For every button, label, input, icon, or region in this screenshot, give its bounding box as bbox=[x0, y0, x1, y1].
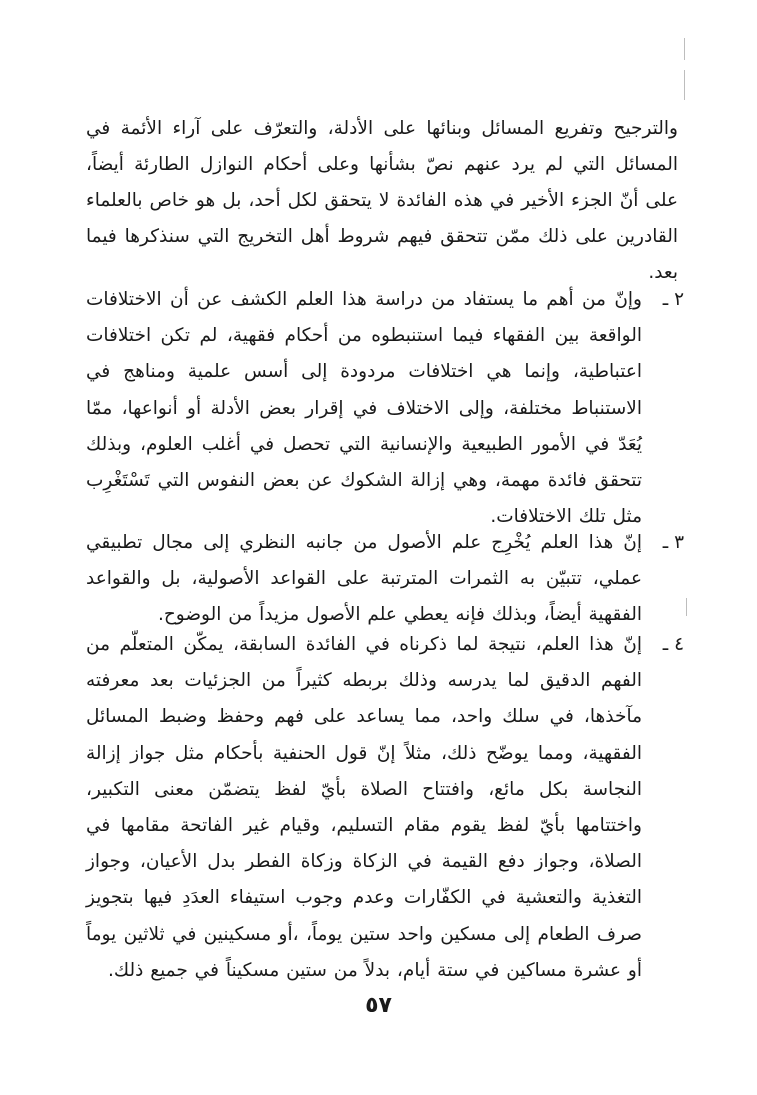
list-item-text: وإنّ من أهم ما يستفاد من دراسة هذا العلم الكشف عن أن الاختلافات الواقعة بين الفقهاء فيما استنبطوه من أحكام فقهية، لم تكن اختلافات اعتباطية، وإنما هي اختلافات مردودة إلى أسس علمية ومناهج في الاستنباط مختلفة، وإلى الاختلاف في إقرار بعض الأدلة أو أنواعها، ممّا يُعَدّ في الأمور الطبيعية والإنسانية التي تحصل في أغلب العلوم، وبذلك تتحقق فائدة مهمة، وهي إزالة الشكوك عن بعض النفوس التي تَسْتَغْرِب مثل تلك الاختلافات. bbox=[86, 289, 642, 528]
list-item-text: إنّ هذا العلم يُخْرِج علم الأصول من جانبه النظري إلى مجال تطبيقي عملي، تتبيّن به الثمرات المترتبة على القواعد الأصولية، بل والقواعد الفقهية أيضاً، وبذلك فإنه يعطي علم الأصول مزيداً من الوضوح. bbox=[86, 532, 642, 626]
intro-paragraph: والترجيح وتفريع المسائل وبنائها على الأدلة، والتعرّف على آراء الأئمة في المسائل التي لم يرد عنهم نصّ بشأنها وعلى أحكام النوازل الطارئة أيضاً، على أنّ الجزء الأخير في هذه الفائدة لا يتحقق لكل أحد، بل هو خاص بالعلماء القادرين على ذلك ممّن تتحقق فيهم شروط أهل التخريج التي سنذكرها فيما بعد. bbox=[86, 117, 678, 284]
list-item-number: ٣ ـ bbox=[662, 532, 684, 553]
list-item-number: ٤ ـ bbox=[662, 634, 684, 655]
scan-edge-mark bbox=[686, 598, 687, 616]
scan-edge-mark bbox=[684, 70, 685, 100]
list-item-number: ٢ ـ bbox=[662, 289, 684, 310]
list-item-4 bbox=[86, 627, 684, 989]
scan-edge-mark bbox=[684, 38, 685, 60]
list-item-2 bbox=[86, 282, 684, 535]
list-item-3 bbox=[86, 525, 684, 634]
page-number: ٥٧ bbox=[365, 993, 392, 1018]
list-item-text: إنّ هذا العلم، نتيجة لما ذكرناه في الفائدة السابقة، يمكّن المتعلّم من الفهم الدقيق لما يدرسه وذلك بربطه كثيراً من الجزئيات بعد معرفته مآخذها، في سلك واحد، مما يساعد على فهم وحفظ وضبط المسائل الفقهية، ومما يوضّح ذلك، مثلاً إنّ قول الحنفية بأحكام مثل جواز إزالة النجاسة بكل مائع، وافتتاح الصلاة بأيّ لفظ يتضمّن معنى التكبير، واختتامها بأيّ لفظ يقوم مقام التسليم، وقيام غير الفاتحة مقامها في الصلاة، وجواز دفع القيمة في الزكاة وزكاة الفطر بدل الأعيان، وجواز التغذية والتعشية في الكفّارات وعدم وجوب استيفاء العدَدِ فيها بتجويز صرف الطعام إلى مسكين واحد ستين يوماً، ،أو مسكينين في ثلاثين يوماً أو عشرة مساكين في ستة أيام، بدلاً من ستين مسكيناً في جميع ذلك. bbox=[86, 634, 642, 981]
